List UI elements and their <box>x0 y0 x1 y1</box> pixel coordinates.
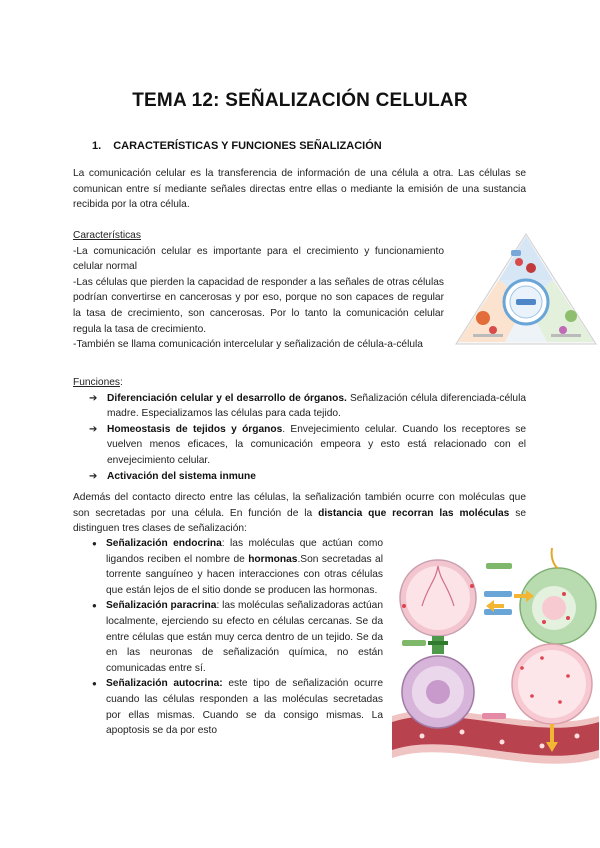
type-title: Señalización autocrina: <box>106 678 223 690</box>
senalizacion-intro <box>73 490 526 537</box>
list-item <box>89 422 526 469</box>
funcion-text: . Envejecimiento celular. Cuando los receptores se vuelven menos eficaces, la comunicación empeora y esto está relacionado con el envejecimiento celular. <box>107 423 527 466</box>
funciones-list <box>89 391 526 485</box>
funcion-title: Diferenciación celular y el desarrollo de órganos. <box>107 392 347 404</box>
funciones-heading <box>73 375 526 391</box>
type-bold-term: hormonas <box>248 553 298 565</box>
senalizacion-types <box>92 536 383 739</box>
signaling-types-figure <box>392 546 599 789</box>
senalizacion-intro-text-end: se distinguen tres clases de señalización: <box>73 507 526 535</box>
list-item <box>89 391 526 422</box>
senalizacion-types-list <box>92 536 383 739</box>
caracteristicas-label: Características <box>73 230 141 241</box>
funcion-title: Activación del sistema inmune <box>107 470 256 482</box>
caracteristica-item: -También se llama comunicación intercelular y señalización de célula-a-célula <box>73 339 423 351</box>
list-item <box>92 598 383 676</box>
senalizacion-intro-text: Además del contacto directo entre las células, la señalización también ocurre con moléculas que son secretadas por una célula. En función de la <box>73 492 526 519</box>
list-item <box>92 676 383 738</box>
type-title: Señalización endocrina <box>106 538 222 549</box>
intro-paragraph: La comunicación celular es la transferencia de información de una célula a otra. Las células se comunican entre sí mediante señales directas entre ellas o mediante la emisión de una sustancia recibida por la otra célula. <box>73 168 526 211</box>
type-text: : las moléculas que actúan como ligandos reciben el nombre de <box>106 538 383 565</box>
funcion-title: Homeostasis de tejidos y órganos <box>107 423 283 435</box>
senalizacion-intro-bold: distancia que recorran las moléculas <box>318 507 510 519</box>
cell-signaling-triangle-figure <box>453 230 599 348</box>
caracteristica-item: -La comunicación celular es importante para el crecimiento y funcionamiento celular normal <box>73 245 444 273</box>
type-text-end: .Son secretadas al torrente sanguíneo y hacen interacciones con otras células que están lejos de el sitio donde se producen las hormonas. <box>106 553 383 596</box>
type-title: Señalización paracrina <box>106 600 217 612</box>
list-item <box>92 536 383 598</box>
page-title: TEMA 12: SEÑALIZACIÓN CELULAR <box>132 90 468 111</box>
funciones-colon: : <box>120 377 123 388</box>
caracteristicas-block <box>73 228 444 353</box>
caracteristica-item: -Las células que pierden la capacidad de responder a las señales de otras células podrían convertirse en cancerosas y por eso, porque no son capaces de regular la tasa de crecimiento, son cancerosas. Por lo tanto la comunicación celular regula la tasa de crecimiento. <box>73 276 444 335</box>
list-item <box>89 469 526 485</box>
type-text: este tipo de señalización ocurre cuando las células responden a las moléculas secretadas por ellas mismas. Cuando se da consigo mismas. La apoptosis se da por esto <box>106 678 383 737</box>
section-number: 1. <box>92 140 102 152</box>
section-heading <box>92 140 382 152</box>
funcion-text: Señalización célula diferenciada-célula madre. Especializamos las células para cada tejido. <box>107 392 526 420</box>
type-text: : las moléculas señalizadoras actúan localmente, ejerciendo su efecto en células cercanas. Se da entre células que están muy cerca dentro de un tejido. Se da en las neuronas de señalización química, no están comunicadas entre sí. <box>106 600 383 674</box>
section-title: CARACTERÍSTICAS Y FUNCIONES SEÑALIZACIÓN <box>113 140 382 152</box>
funciones-block <box>73 375 526 484</box>
funciones-label: Funciones <box>73 377 121 388</box>
